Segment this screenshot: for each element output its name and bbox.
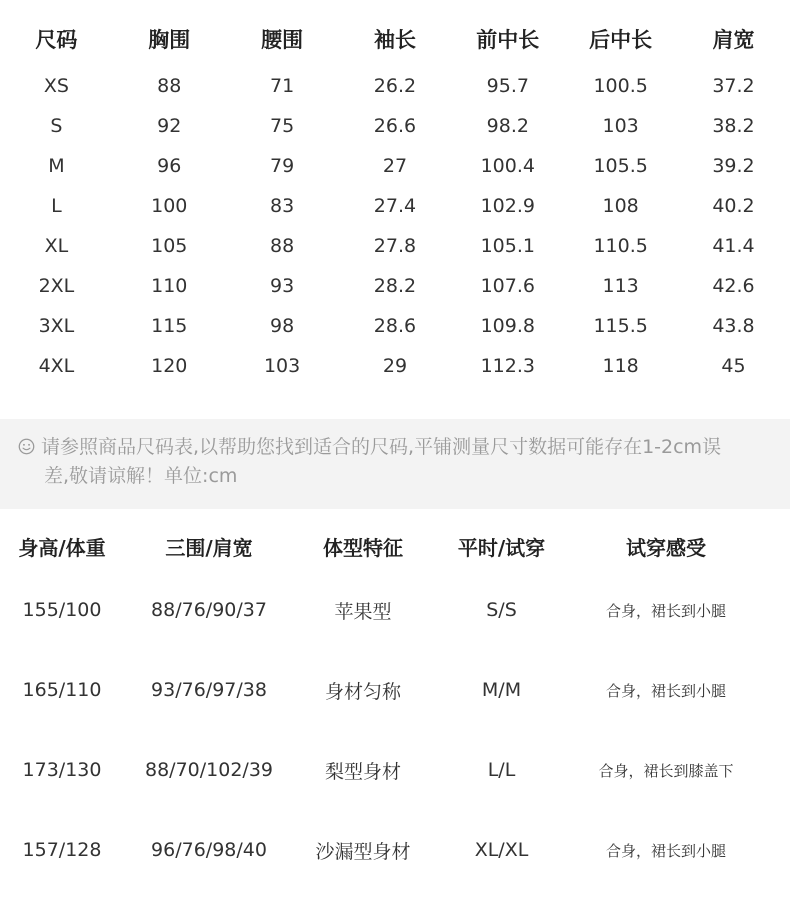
table-cell: 107.6 — [480, 275, 535, 297]
table-cell: 88/70/102/39 — [145, 759, 273, 781]
header-body-type: 体型特征 — [323, 535, 403, 560]
table-cell: 108 — [602, 195, 639, 217]
table-cell: 157/128 — [22, 839, 102, 861]
table-cell: 2XL — [38, 275, 75, 297]
fit-table-header-row — [0, 522, 790, 570]
table-cell: 43.8 — [712, 315, 755, 337]
table-cell: 37.2 — [712, 75, 755, 97]
table-cell: 98.2 — [486, 115, 529, 137]
table-cell: M — [48, 155, 65, 177]
table-cell: 38.2 — [712, 115, 755, 137]
table-cell: 115 — [151, 315, 188, 337]
table-row — [0, 146, 790, 186]
table-cell: 93/76/97/38 — [151, 679, 267, 701]
size-chart-header-row — [0, 18, 790, 60]
table-cell: 42.6 — [712, 275, 755, 297]
table-cell: 身材匀称 — [324, 680, 401, 703]
table-cell: 110.5 — [593, 235, 648, 257]
header-bust: 胸围 — [148, 28, 191, 52]
table-cell: 105.5 — [593, 155, 648, 177]
table-cell: 96 — [157, 155, 182, 177]
table-cell: 83 — [270, 195, 295, 217]
table-cell: 苹果型 — [334, 600, 392, 623]
table-cell: 103 — [263, 355, 301, 377]
table-row — [0, 106, 790, 146]
table-cell: 88 — [157, 75, 182, 97]
table-cell: 3XL — [38, 315, 75, 337]
header-size: 尺码 — [35, 28, 78, 52]
table-cell: L/L — [487, 759, 516, 781]
table-cell: 95.7 — [486, 75, 529, 97]
table-cell: 100 — [151, 195, 188, 217]
table-cell: 40.2 — [712, 195, 755, 217]
table-row — [0, 226, 790, 266]
table-cell: S/S — [486, 599, 517, 621]
table-cell: 105 — [151, 235, 188, 257]
header-waist: 腰围 — [261, 28, 304, 52]
smile-icon — [18, 438, 35, 455]
table-cell: M/M — [481, 679, 522, 701]
table-row — [0, 730, 790, 810]
table-row — [0, 186, 790, 226]
table-row — [0, 306, 790, 346]
table-row — [0, 66, 790, 106]
table-row — [0, 346, 790, 386]
table-cell: 27.8 — [373, 235, 417, 257]
table-cell: 96/76/98/40 — [151, 839, 267, 861]
table-cell: 165/110 — [22, 679, 102, 701]
table-cell: 71 — [270, 75, 295, 97]
header-shoulder-width: 肩宽 — [712, 28, 755, 52]
table-cell: 27 — [382, 155, 408, 177]
header-fit-feedback: 试穿感受 — [626, 535, 706, 560]
table-cell: 118 — [602, 355, 639, 377]
table-cell: 79 — [270, 155, 295, 177]
table-cell: 113 — [602, 275, 639, 297]
size-chart-table — [0, 18, 790, 386]
table-row — [0, 570, 790, 650]
table-cell: XL/XL — [474, 839, 529, 861]
table-cell: 100.5 — [593, 75, 648, 97]
table-cell: 102.9 — [480, 195, 535, 217]
notice-text-line2: 差,敬请谅解！单位:cm — [44, 465, 238, 487]
table-cell: 41.4 — [712, 235, 755, 257]
table-cell: 28.6 — [373, 315, 417, 337]
table-cell: 112.3 — [480, 355, 535, 377]
table-row — [0, 266, 790, 306]
table-cell: 120 — [151, 355, 188, 377]
table-cell: 27.4 — [373, 195, 417, 217]
table-cell: 109.8 — [480, 315, 535, 337]
table-cell: S — [50, 115, 63, 137]
header-front-length: 前中长 — [476, 28, 540, 52]
notice-line-second — [18, 462, 774, 491]
table-cell: 合身，裙长到小腿 — [605, 841, 726, 860]
table-cell: 103 — [602, 115, 639, 137]
header-height-weight: 身高/体重 — [18, 535, 106, 560]
size-notice-banner — [0, 419, 790, 509]
table-cell: 100.4 — [480, 155, 535, 177]
header-sleeve-length: 袖长 — [373, 28, 416, 52]
table-cell: 合身，裙长到小腿 — [605, 681, 726, 700]
table-cell: 98 — [270, 315, 295, 337]
table-cell: 梨型身材 — [324, 760, 401, 783]
table-cell: 93 — [270, 275, 295, 297]
table-cell: 合身，裙长到小腿 — [605, 601, 726, 620]
table-cell: 29 — [382, 355, 408, 377]
table-cell: 173/130 — [22, 759, 102, 781]
notice-line-first — [18, 433, 774, 462]
table-cell: 88/76/90/37 — [151, 599, 267, 621]
header-measurements: 三围/肩宽 — [165, 535, 253, 560]
table-cell: 92 — [157, 115, 182, 137]
table-cell: 26.6 — [373, 115, 417, 137]
table-row — [0, 810, 790, 890]
table-cell: 沙漏型身材 — [315, 840, 411, 863]
table-cell: 39.2 — [712, 155, 755, 177]
table-cell: 26.2 — [373, 75, 417, 97]
table-cell: 155/100 — [22, 599, 102, 621]
table-cell: XL — [44, 235, 69, 257]
table-cell: 88 — [270, 235, 295, 257]
table-cell: 105.1 — [480, 235, 535, 257]
notice-text-line1: 请参照商品尺码表,以帮助您找到适合的尺码,平铺测量尺寸数据可能存在1-2cm误 — [41, 436, 722, 458]
table-cell: 4XL — [38, 355, 75, 377]
header-usual-tried-size: 平时/试穿 — [457, 535, 546, 560]
table-cell: 28.2 — [373, 275, 417, 297]
table-cell: 110 — [151, 275, 188, 297]
table-cell: 115.5 — [593, 315, 648, 337]
table-cell: L — [51, 195, 62, 217]
table-cell: 75 — [270, 115, 295, 137]
fit-reference-table — [0, 522, 790, 890]
header-back-length: 后中长 — [589, 28, 653, 52]
table-cell: 45 — [721, 355, 746, 377]
table-cell: XS — [43, 75, 69, 97]
table-cell: 合身，裙长到膝盖下 — [598, 761, 734, 780]
table-row — [0, 650, 790, 730]
